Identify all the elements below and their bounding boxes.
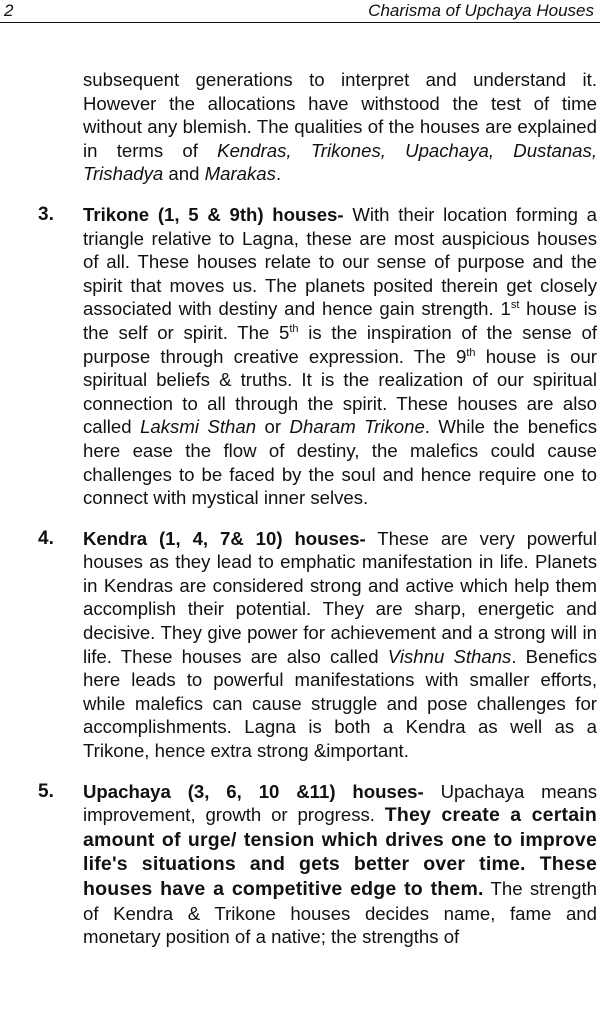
item-body: Kendra (1, 4, 7& 10) houses- These are very powerful houses as they lead to emphatic manifestation in life. Planets in Kendras are considered strong and active which help them accomplish their potential. They are sharp, energetic and decisive. They give power for achievement and a strong will in life. These houses are also called Vishnu Sthans. Benefics here leads to powerful manifestations with smaller efforts, while malefics can cause struggle and pose challenges for accomplishments. Lagna is both a Kendra as well as a Trikone, hence extra strong &important. — [83, 527, 598, 762]
list-item-trikone — [0, 203, 600, 510]
item-number: 3. — [38, 203, 54, 225]
item-body: Trikone (1, 5 & 9th) houses- With their location forming a triangle relative to Lagna, these are most auspicious houses of all. These houses relate to our sense of purpose and the spirit that moves us. The planets posited therein get closely associated with destiny and hence gain strength. 1st house is the self or spirit. The 5th is the inspiration of the sense of purpose through creative expression. The 9th house is our spiritual beliefs & truths. It is the realization of our spiritual connection to all through the spirit. These houses are also called Laksmi Sthan or Dharam Trikone. While the benefics here ease the flow of destiny, the malefics could cause challenges to be faced by the soul and hence require one to connect with mystical inner selves. — [83, 203, 598, 509]
list-item-upachaya — [0, 780, 600, 949]
item-heading: Upachaya (3, 6, 10 &11) houses- — [83, 780, 424, 802]
page-header — [0, 0, 600, 23]
marakas-italic: Marakas — [204, 163, 276, 185]
running-title: Charisma of Upchaya Houses — [368, 1, 594, 20]
list-item-kendra — [0, 527, 600, 763]
item-number: 4. — [38, 527, 54, 549]
house-types-italic: Kendras, Trikones, Upachaya, Dustanas, Trishadya — [83, 139, 597, 185]
item-body: Upachaya (3, 6, 10 &11) houses- Upachaya means improvement, growth or progress. They create a certain amount of urge/ tension which drives one to improve life's situations and gets better over time. These houses have a competitive edge to them. The strength of Kendra & Trikone houses decides name, fame and monetary position of a native; the strengths of — [83, 780, 597, 948]
page-number: 2 — [4, 1, 14, 20]
page-content — [0, 68, 600, 949]
item-heading: Trikone (1, 5 & 9th) houses- — [83, 203, 344, 225]
intro-paragraph: subsequent generations to interpret and understand it. However the allocations have withstood the test of time without any blemish. The qualities of the houses are explained in terms of Kendras, Trikones, Upachaya, Dustanas, Trishadya and Marakas. — [83, 69, 597, 185]
emphasis-text: They create a certain amount of urge/ tension which drives one to improve life's situations and gets better over time. These houses have a competitive edge to them. — [83, 804, 597, 900]
item-number: 5. — [38, 780, 54, 802]
item-heading: Kendra (1, 4, 7& 10) houses- — [83, 527, 366, 549]
